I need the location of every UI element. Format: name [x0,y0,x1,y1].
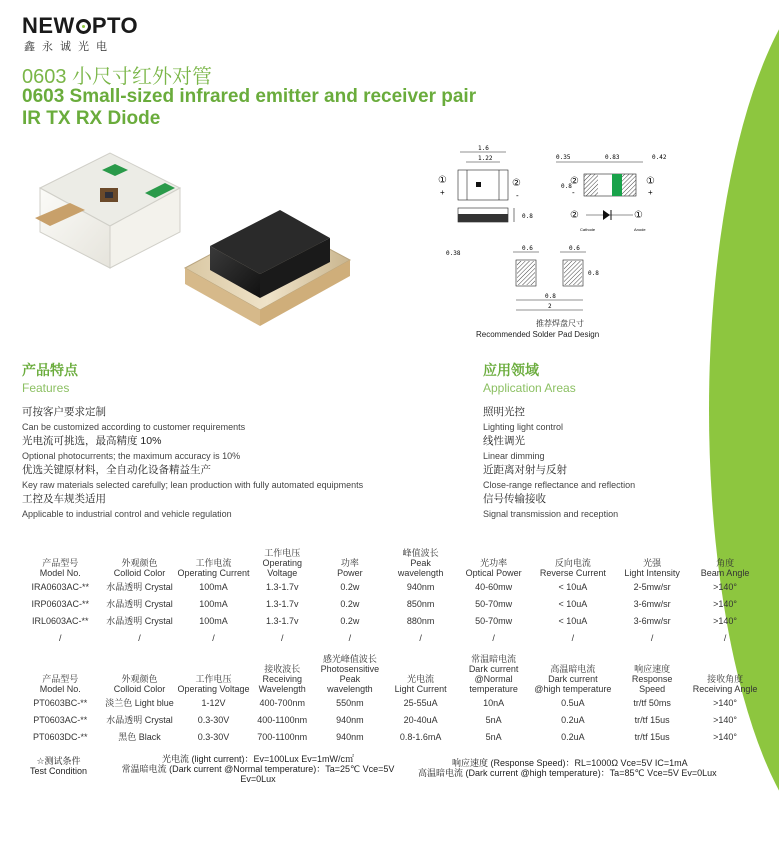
application-item-cn: 照明光控 [483,406,525,418]
applications-heading-en: Application Areas [483,381,576,395]
header-text: 光电流 [407,674,435,684]
test-condition-label [30,757,87,776]
header-text: Model No. [39,684,81,694]
table-cell: 940nm [336,714,364,725]
application-item-en: Lighting light control [483,421,564,432]
header-text: 外观颜色 [121,674,158,684]
table-header-cell [103,652,177,694]
table-cell: 1.3-1.7v [265,615,299,626]
table-cell: 淡兰色 Light blue [105,697,174,708]
application-item-cn: 近距离对射与反射 [483,464,567,476]
header-text: Colloid Color [113,568,166,578]
table-row [18,612,760,629]
table-header-cell [386,652,456,694]
table-cell: 0.8-1.6mA [399,731,442,742]
header-text: Receiving Angle [692,684,758,694]
header-text: 角度 [716,558,735,568]
header-text: Light Intensity [624,568,680,578]
table-header-cell [177,652,251,694]
minus-left: - [516,191,519,200]
header-text: Response [631,674,673,684]
table-cell: / [138,632,141,643]
table-cell: 0.2uA [561,714,585,725]
table-cell: 0.5uA [561,697,585,708]
application-item-en: Signal transmission and reception [483,508,619,519]
test-condition-line3: Ev=0Lux [240,774,276,784]
header-text: Light Current [394,684,447,694]
anode-label: Anode [634,227,646,232]
header-text: Receiving [262,674,302,684]
table-cell: / [59,632,62,643]
table-cell: 50-70mw [475,598,513,609]
header-text: 光功率 [480,558,508,568]
table-cell: 10nA [483,697,505,708]
table-header-cell [251,652,314,694]
header-text: Speed [639,684,666,694]
header-text: Operating Current [177,568,250,578]
table-cell: 0.2w [340,598,360,609]
table-cell: 1-12V [201,697,226,708]
header-text: 常温暗电流 [471,654,517,664]
table-cell: / [723,632,727,643]
test-condition-line1: 光电流 (light current)：Ev=100Lux Ev=1mW/c㎡ [161,754,355,764]
table-cell: 850nm [406,598,435,609]
table-header-cell [314,652,386,694]
table-cell: PT0603BC-** [33,697,88,708]
table-cell: 0.2uA [561,731,585,742]
table-cell: tr/tf 15us [634,731,670,742]
dim-0-35: 0.35 [556,154,571,161]
pin2-left: ② [512,178,521,189]
dim-1-6: 1.6 [478,145,489,152]
pin1-schem: ① [634,210,643,221]
brand-cn-name: 鑫永诚光电 [24,41,114,53]
header-text: 工作电流 [195,558,232,568]
table-cell: / [571,632,575,643]
table-cell: 400-700nm [259,697,305,708]
feature-item-cn: 工控及车规类适用 [22,493,106,505]
table-row [18,728,760,745]
table-cell: 40-60mw [475,581,513,592]
header-text: wavelength [397,568,444,578]
table-header-cell [690,652,760,694]
pad-dim-e: 2 [548,303,552,310]
table-cell: / [212,632,215,643]
test-condition-label-en: Test Condition [30,765,88,776]
table-cell: < 10uA [558,615,588,626]
table-cell: 水晶透明 Crystal [106,615,173,626]
table-cell: IRL0603AC-** [32,615,89,626]
header-text: Reverse Current [539,568,606,578]
table-cell: IRP0603AC-** [31,598,90,609]
header-text: Dark current [468,664,519,674]
table-cell: >140° [713,581,738,592]
header-text: 反向电流 [554,558,591,568]
table-cell: 5nA [485,731,502,742]
test-condition-line2: 常温暗电流 (Dark current @Normal temperature)：Ta=25℃ Vce=5V [121,764,395,774]
features-list [22,405,363,521]
table-cell: 100mA [199,615,228,626]
table-cell: 3-6mw/sr [633,598,671,609]
receiver-spec-table [18,652,760,745]
header-text: 功率 [340,558,359,568]
title-cn: 0603 小尺寸红外对管 [22,66,213,88]
feature-item-en: Applicable to industrial control and vehicle regulation [22,508,232,519]
dim-1-22: 1.22 [478,155,493,162]
header-text: temperature [469,684,518,694]
header-text: 产品型号 [42,558,79,568]
table-header-cell [614,652,690,694]
minus-right: - [572,188,575,197]
header-text: 峰值波长 [402,548,439,558]
product-photo [30,148,360,338]
header-text: 光强 [643,558,662,568]
table-cell: 25-55uA [403,697,438,708]
cathode-label: Cathode [580,227,596,232]
feature-item-en: Key raw materials selected carefully; lean production with fully automated equipments [22,479,364,490]
header-text: Optical Power [465,568,522,578]
pin1-left: ① [438,175,447,186]
brand-logo: NEW PTO [22,13,139,38]
table-cell: 400-1100nm [257,714,308,725]
test-condition-right [418,758,768,778]
pin1-right: ① [646,176,655,187]
applications-section [483,360,576,395]
header-text: 外观颜色 [121,558,158,568]
table-cell: / [650,632,654,643]
table-header-cell [18,652,103,694]
header-text: 接收角度 [707,674,744,684]
logo-o-icon [76,19,91,34]
feature-item-cn: 可按客户要求定制 [22,406,106,418]
table-header-cell [690,546,760,578]
table-header-cell [532,652,614,694]
title-en-line1: 0603 Small-sized infrared emitter and receiver pair [22,86,477,107]
table-header-cell [532,546,614,578]
table-header-cell [177,546,251,578]
pad-dim-a: 0.6 [522,245,533,252]
application-item-en: Close-range reflectance and reflection [483,479,636,490]
table-cell: 0.2w [340,615,360,626]
table-header-cell [386,546,456,578]
table-header-row [18,652,760,694]
pin2-schem: ② [570,210,579,221]
features-heading-cn: 产品特点 [22,362,78,378]
table-cell: >140° [713,697,738,708]
table-cell: 880nm [406,615,435,626]
test-condition-left [108,754,408,784]
table-cell: 550nm [336,697,364,708]
header-text: @Normal [474,674,513,684]
table-cell: 100mA [199,598,228,609]
table-cell: 700-1100nm [257,731,308,742]
pad-caption-cn: 推荐焊盘尺寸 [536,319,584,328]
features-section [22,360,78,395]
header-text: Peak [339,674,361,684]
dim-0-8-side: 0.8 [561,183,572,190]
plus-left: + [440,188,445,197]
pad-dim-b: 0.6 [569,245,580,252]
feature-item-cn: 光电流可挑选，最高精度 10% [22,435,162,447]
table-cell: PT0603DC-** [33,731,88,742]
table-cell: >140° [713,598,738,609]
table-cell: 2-5mw/sr [633,581,671,592]
table-cell: < 10uA [558,581,588,592]
table-header-cell [251,546,314,578]
application-item-cn: 信号传输接收 [483,493,546,505]
table-cell: >140° [713,615,738,626]
header-text: 工作电压 [264,548,301,558]
table-header-cell [614,546,690,578]
table-cell: 水晶透明 Crystal [106,714,173,725]
header-text: Operating Voltage [177,684,250,694]
receiver-package [185,210,350,326]
table-header-cell [103,546,177,578]
table-cell: 5nA [485,714,502,725]
table-header-row [18,546,760,578]
emitter-spec-table [18,546,760,646]
table-cell: PT0603AC-** [33,714,88,725]
dim-0-38: 0.38 [446,250,461,257]
application-item-cn: 线性调光 [483,435,525,447]
feature-item-en: Optional photocurrents; the maximum accuracy is 10% [22,450,241,461]
table-header-cell [314,546,386,578]
table-cell: tr/tf 50ms [633,697,671,708]
table-cell: 0.3-30V [197,714,230,725]
table-cell: tr/tf 15us [634,714,670,725]
table-cell: 50-70mw [475,615,513,626]
header-text: 产品型号 [42,674,79,684]
dim-0-83: 0.83 [605,154,620,161]
table-cell: 黑色 Black [118,731,161,742]
dim-0-42: 0.42 [652,154,667,161]
table-cell: / [492,632,495,643]
header-text: Model No. [39,568,81,578]
features-heading-en: Features [22,381,70,395]
header-text: Beam Angle [700,568,750,578]
table-cell: >140° [713,731,738,742]
table-row [18,694,760,711]
feature-item-en: Can be customized according to customer requirements [22,421,246,432]
test-condition-line4: 响应速度 (Response Speed)：RL=1000Ω Vce=5V IC=1mA [452,758,688,768]
header-text: Peak [410,558,431,568]
header-text: Power [337,568,363,578]
pin2-right: ② [570,176,579,187]
header-text: Wavelength [258,684,306,694]
table-cell: 0.2w [340,581,360,592]
table-header-cell [18,546,103,578]
table-cell: 0.3-30V [197,731,230,742]
application-item-en: Linear dimming [483,450,545,461]
header-text: 高温暗电流 [550,664,596,674]
table-cell: 100mA [199,581,228,592]
pad-dim-c: 0.8 [588,270,599,277]
header-text: Dark current [548,674,598,684]
table-cell: >140° [713,714,738,725]
header-text: Photosensitive [320,664,380,674]
header-text: 响应速度 [634,664,671,674]
table-cell: < 10uA [558,598,588,609]
pad-dim-d: 0.8 [545,293,556,300]
dim-0-8-height: 0.8 [522,213,533,220]
table-cell: 水晶透明 Crystal [106,598,173,609]
table-cell: 1.3-1.7v [265,598,299,609]
dimension-drawing [438,140,678,340]
emitter-package [35,153,180,268]
pad-caption-en: Recommended Solder Pad Design [476,330,600,339]
plus-right: + [648,188,653,197]
header-text: @high temperature [534,684,612,694]
table-row [18,578,760,595]
table-cell: / [348,632,352,643]
test-condition-label-cn: ☆测试条件 [36,756,81,766]
applications-list [483,405,635,521]
applications-heading-cn: 应用领域 [483,362,539,378]
header-text: Voltage [267,568,298,578]
table-row [18,711,760,728]
header-text: Colloid Color [113,684,166,694]
header-text: 感光峰值波长 [322,654,377,664]
table-cell: 1.3-1.7v [265,581,299,592]
table-row [18,629,760,646]
table-cell: 水晶透明 Crystal [106,581,173,592]
table-header-cell [456,652,532,694]
header-text: wavelength [327,684,373,694]
title-en-line2: IR TX RX Diode [22,108,161,129]
table-cell: / [280,632,284,643]
header-text: Operating [262,558,302,568]
feature-item-cn: 优选关键原材料，全自动化设备精益生产 [22,464,211,476]
table-cell: / [419,632,422,643]
test-condition-line5: 高温暗电流 (Dark current @high temperature)：Ta=85℃ Vce=5V Ev=0Lux [418,768,717,778]
table-row [18,595,760,612]
header-text: 接收波长 [264,664,301,674]
table-header-cell [456,546,532,578]
table-cell: 940nm [406,581,435,592]
header-text: 工作电压 [195,674,232,684]
table-cell: 20-40uA [403,714,438,725]
table-cell: IRA0603AC-** [31,581,90,592]
table-cell: 3-6mw/sr [633,615,671,626]
table-cell: 940nm [336,731,364,742]
